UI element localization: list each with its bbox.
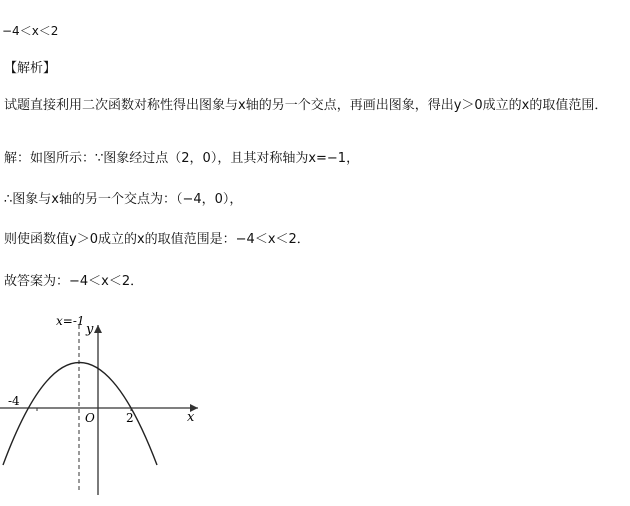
right-root-label: 2 [126,411,134,425]
left-root-label: -4 [8,394,20,408]
solution-line-2: ∴图象与x轴的另一个交点为：（−4，0）， [4,192,243,207]
solution-line-1: 解：如图所示：∵图象经过点（2，0），且其对称轴为x=−1， [4,151,360,166]
parabola-curve [3,363,157,466]
solution-line-3: 则使函数值y＞0成立的x的取值范围是：−4＜x＜2． [4,232,310,247]
symmetry-axis-label: x=-1 [56,314,85,328]
solution-line-4: 故答案为：−4＜x＜2． [4,274,144,289]
origin-label: O [85,411,95,425]
y-axis-label: y [86,322,94,337]
y-axis-arrow-icon [94,325,102,333]
answer-line: −4＜x＜2 [2,24,59,38]
analysis-paragraph: 试题直接利用二次函数对称性得出图象与x轴的另一个交点，再画出图象，得出y＞0成立的x的取值范围． [4,98,608,113]
parabola-graph [0,305,215,500]
section-header: 【解析】 [4,61,57,76]
x-axis-label: x [187,410,195,425]
